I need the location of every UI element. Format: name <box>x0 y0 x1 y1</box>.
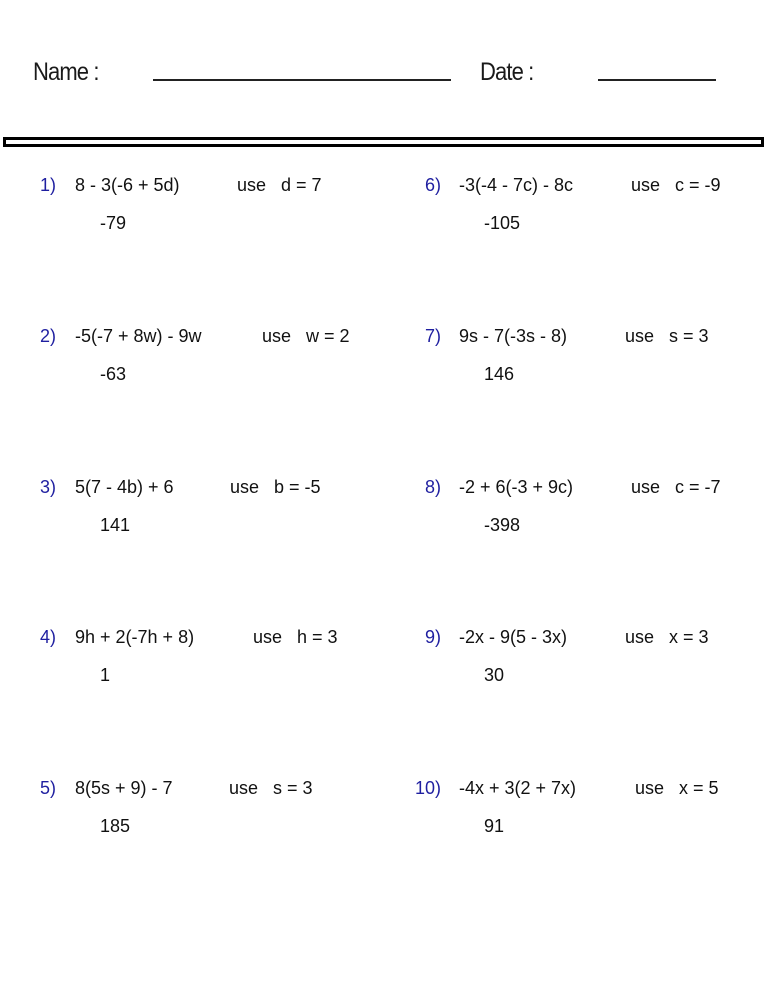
problem-expression: -3(-4 - 7c) - 8c <box>459 175 574 195</box>
problem-use: use s = 3 <box>229 778 313 798</box>
problem-answer: 91 <box>484 816 505 836</box>
problem-answer: 141 <box>100 515 131 535</box>
problem-number: 7) <box>424 326 441 346</box>
name-blank-line <box>153 79 451 81</box>
problem-number: 10) <box>414 778 441 798</box>
problem-number: 5) <box>39 778 56 798</box>
problem-expression: 8 - 3(-6 + 5d) <box>75 175 180 195</box>
problem-use: use c = -9 <box>631 175 721 195</box>
date-blank-line <box>598 79 716 81</box>
name-label: Name : <box>33 58 99 86</box>
date-label: Date : <box>480 58 534 86</box>
problem-answer: -79 <box>100 213 127 233</box>
problem-answer: 1 <box>100 665 111 685</box>
problem-answer: 146 <box>484 364 515 384</box>
problem-number: 6) <box>424 175 441 195</box>
problem-answer: 30 <box>484 665 505 685</box>
problem-use: use c = -7 <box>631 477 721 497</box>
problem-expression: 8(5s + 9) - 7 <box>75 778 173 798</box>
problem-expression: -2 + 6(-3 + 9c) <box>459 477 574 497</box>
problem-use: use d = 7 <box>237 175 322 195</box>
problem-answer: 185 <box>100 816 131 836</box>
header-divider <box>3 137 764 147</box>
problem-expression: -4x + 3(2 + 7x) <box>459 778 577 798</box>
problem-number: 4) <box>39 627 56 647</box>
problem-use: use x = 3 <box>625 627 709 647</box>
problem-use: use h = 3 <box>253 627 338 647</box>
problem-number: 8) <box>424 477 441 497</box>
problem-expression: 5(7 - 4b) + 6 <box>75 477 174 497</box>
problem-use: use w = 2 <box>262 326 350 346</box>
problem-answer: -63 <box>100 364 127 384</box>
problem-expression: 9s - 7(-3s - 8) <box>459 326 568 346</box>
problem-answer: -105 <box>484 213 521 233</box>
problem-answer: -398 <box>484 515 521 535</box>
problem-expression: -2x - 9(5 - 3x) <box>459 627 568 647</box>
problem-expression: -5(-7 + 8w) - 9w <box>75 326 202 346</box>
problem-use: use x = 5 <box>635 778 719 798</box>
problem-number: 1) <box>39 175 56 195</box>
problem-number: 9) <box>424 627 441 647</box>
problem-use: use b = -5 <box>230 477 321 497</box>
problem-number: 3) <box>39 477 56 497</box>
problem-expression: 9h + 2(-7h + 8) <box>75 627 195 647</box>
problem-use: use s = 3 <box>625 326 709 346</box>
problem-number: 2) <box>39 326 56 346</box>
